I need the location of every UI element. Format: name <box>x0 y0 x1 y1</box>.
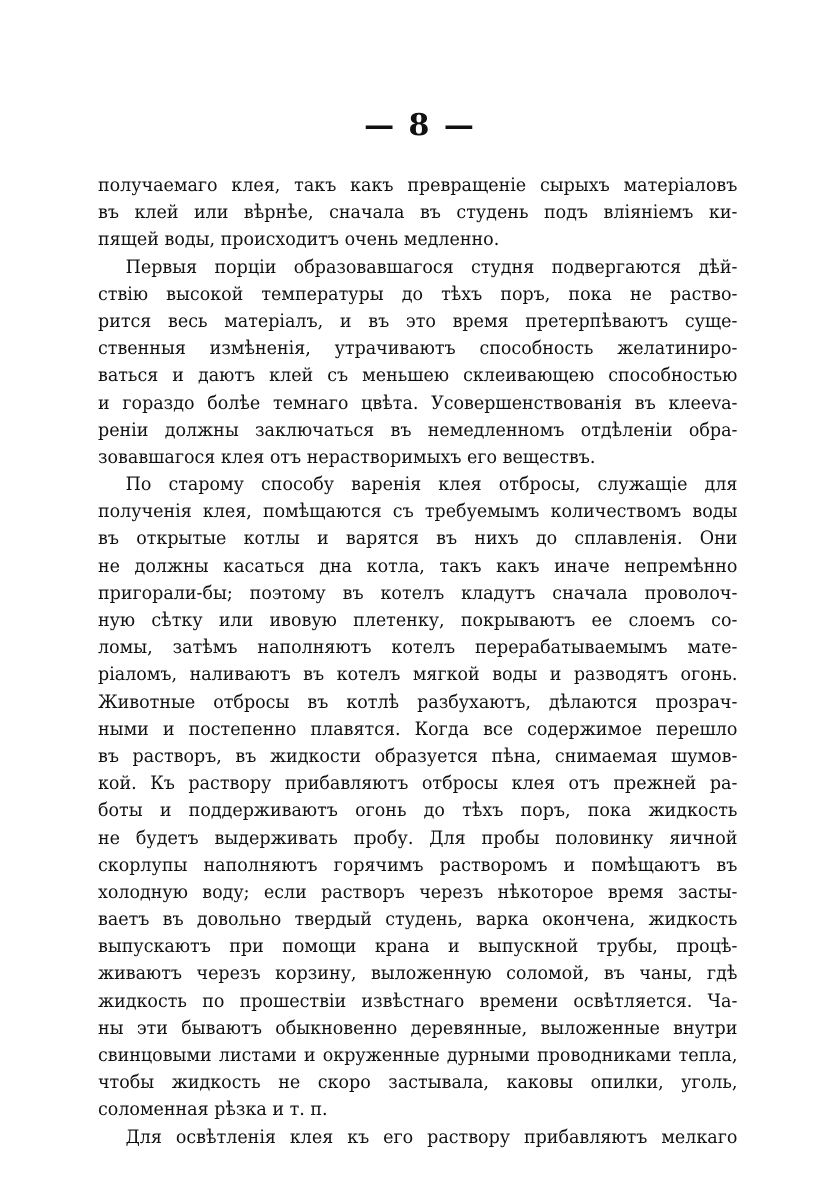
text-line: получаемаго клея, такъ какъ превращеніе сырыхъ матеріаловъ <box>98 174 738 196</box>
text-line: полученія клея, помѣщаются съ требуемымъ количествомъ воды <box>98 500 738 523</box>
text-line: По старому способу варенія клея отбросы, служащіе для <box>125 473 738 496</box>
text-line: въ открытые котлы и варятся въ нихъ до сплавленія. Они <box>98 527 738 550</box>
paragraph <box>98 254 738 472</box>
paragraph <box>98 172 738 254</box>
text-line: ны эти бываютъ обыкновенно деревянные, выложенные внутри <box>98 1016 738 1039</box>
text-line: реніи должны заключаться въ немедленномъ отдѣленіи обра- <box>98 418 738 441</box>
text-line: ваться и даютъ клей съ меньшею склеивающею способностью <box>98 364 738 387</box>
text-line: ствію высокой температуры до тѣхъ поръ, пока не раство- <box>98 282 738 305</box>
text-line: кой. Къ раствору прибавляютъ отбросы клея отъ прежней ра- <box>98 772 738 795</box>
text-line: жидкость по прошествіи извѣстнаго времени освѣтляется. Ча- <box>98 989 738 1012</box>
text-line: живаютъ черезъ корзину, выложенную соломой, въ чаны, гдѣ <box>98 962 738 985</box>
page-number: — 8 — <box>364 108 476 143</box>
text-line: ственныя измѣненія, утрачиваютъ способность желатиниро- <box>98 337 738 360</box>
text-line: ломы, затѣмъ наполняютъ котелъ перерабатываемымъ мате- <box>98 636 738 659</box>
text-line: не должны касаться дна котла, такъ какъ иначе непремѣнно <box>98 554 738 577</box>
text-line: Первыя порціи образовавшагося студня подвергаются дѣй- <box>125 255 738 278</box>
text-line: соломенная рѣзка и т. п. <box>98 1098 328 1121</box>
text-line: и гораздо болѣе темнаго цвѣта. Усовершенствованія въ клееva- <box>98 391 738 414</box>
text-line: пригорали-бы; поэтому въ котелъ кладутъ сначала проволоч- <box>98 581 738 604</box>
text-line: ными и постепенно плавятся. Когда все содержимое перешло <box>98 717 738 740</box>
text-line: ваетъ въ довольно твердый студень, варка окончена, жидкость <box>98 908 738 931</box>
paragraph <box>98 471 738 1124</box>
text-line: чтобы жидкость не скоро застывала, каковы опилки, уголь, <box>98 1071 738 1094</box>
text-line: скорлупы наполняютъ горячимъ растворомъ и помѣщаютъ въ <box>98 853 738 876</box>
paragraph <box>98 1124 738 1151</box>
text-line: Для освѣтленія клея къ его раствору прибавляютъ мелкаго <box>125 1125 738 1148</box>
text-line: боты и поддерживаютъ огонь до тѣхъ поръ, пока жидкость <box>98 799 738 822</box>
text-line: свинцовыми листами и окруженные дурными проводниками тепла, <box>98 1044 738 1066</box>
text-line: въ клей или вѣрнѣе, сначала въ студень подъ вліяніемъ ки- <box>98 201 738 224</box>
text-line: не будетъ выдерживать пробу. Для пробы половинку яичной <box>98 826 738 849</box>
text-line: зовавшагося клея отъ нерастворимыхъ его веществъ. <box>98 445 596 468</box>
text-line: рится весь матеріалъ, и въ это время претерпѣваютъ суще- <box>98 309 738 332</box>
text-line: ную сѣтку или ивовую плетенку, покрываютъ ее слоемъ со- <box>98 609 738 631</box>
text-line: ріаломъ, наливаютъ въ котелъ мягкой воды и разводятъ огонь. <box>98 663 738 686</box>
text-line: выпускаютъ при помощи крана и выпускной трубы, процѣ- <box>98 935 738 958</box>
text-line: холодную воду; если растворъ черезъ нѣкоторое время засты- <box>98 880 738 903</box>
text-line: въ растворъ, въ жидкости образуется пѣна, снимаемая шумов- <box>98 744 738 767</box>
text-line: пящей воды, происходитъ очень медленно. <box>98 228 500 251</box>
text-line: Животные отбросы въ котлѣ разбухаютъ, дѣлаются прозрач- <box>98 690 738 713</box>
body-text <box>98 172 738 1151</box>
